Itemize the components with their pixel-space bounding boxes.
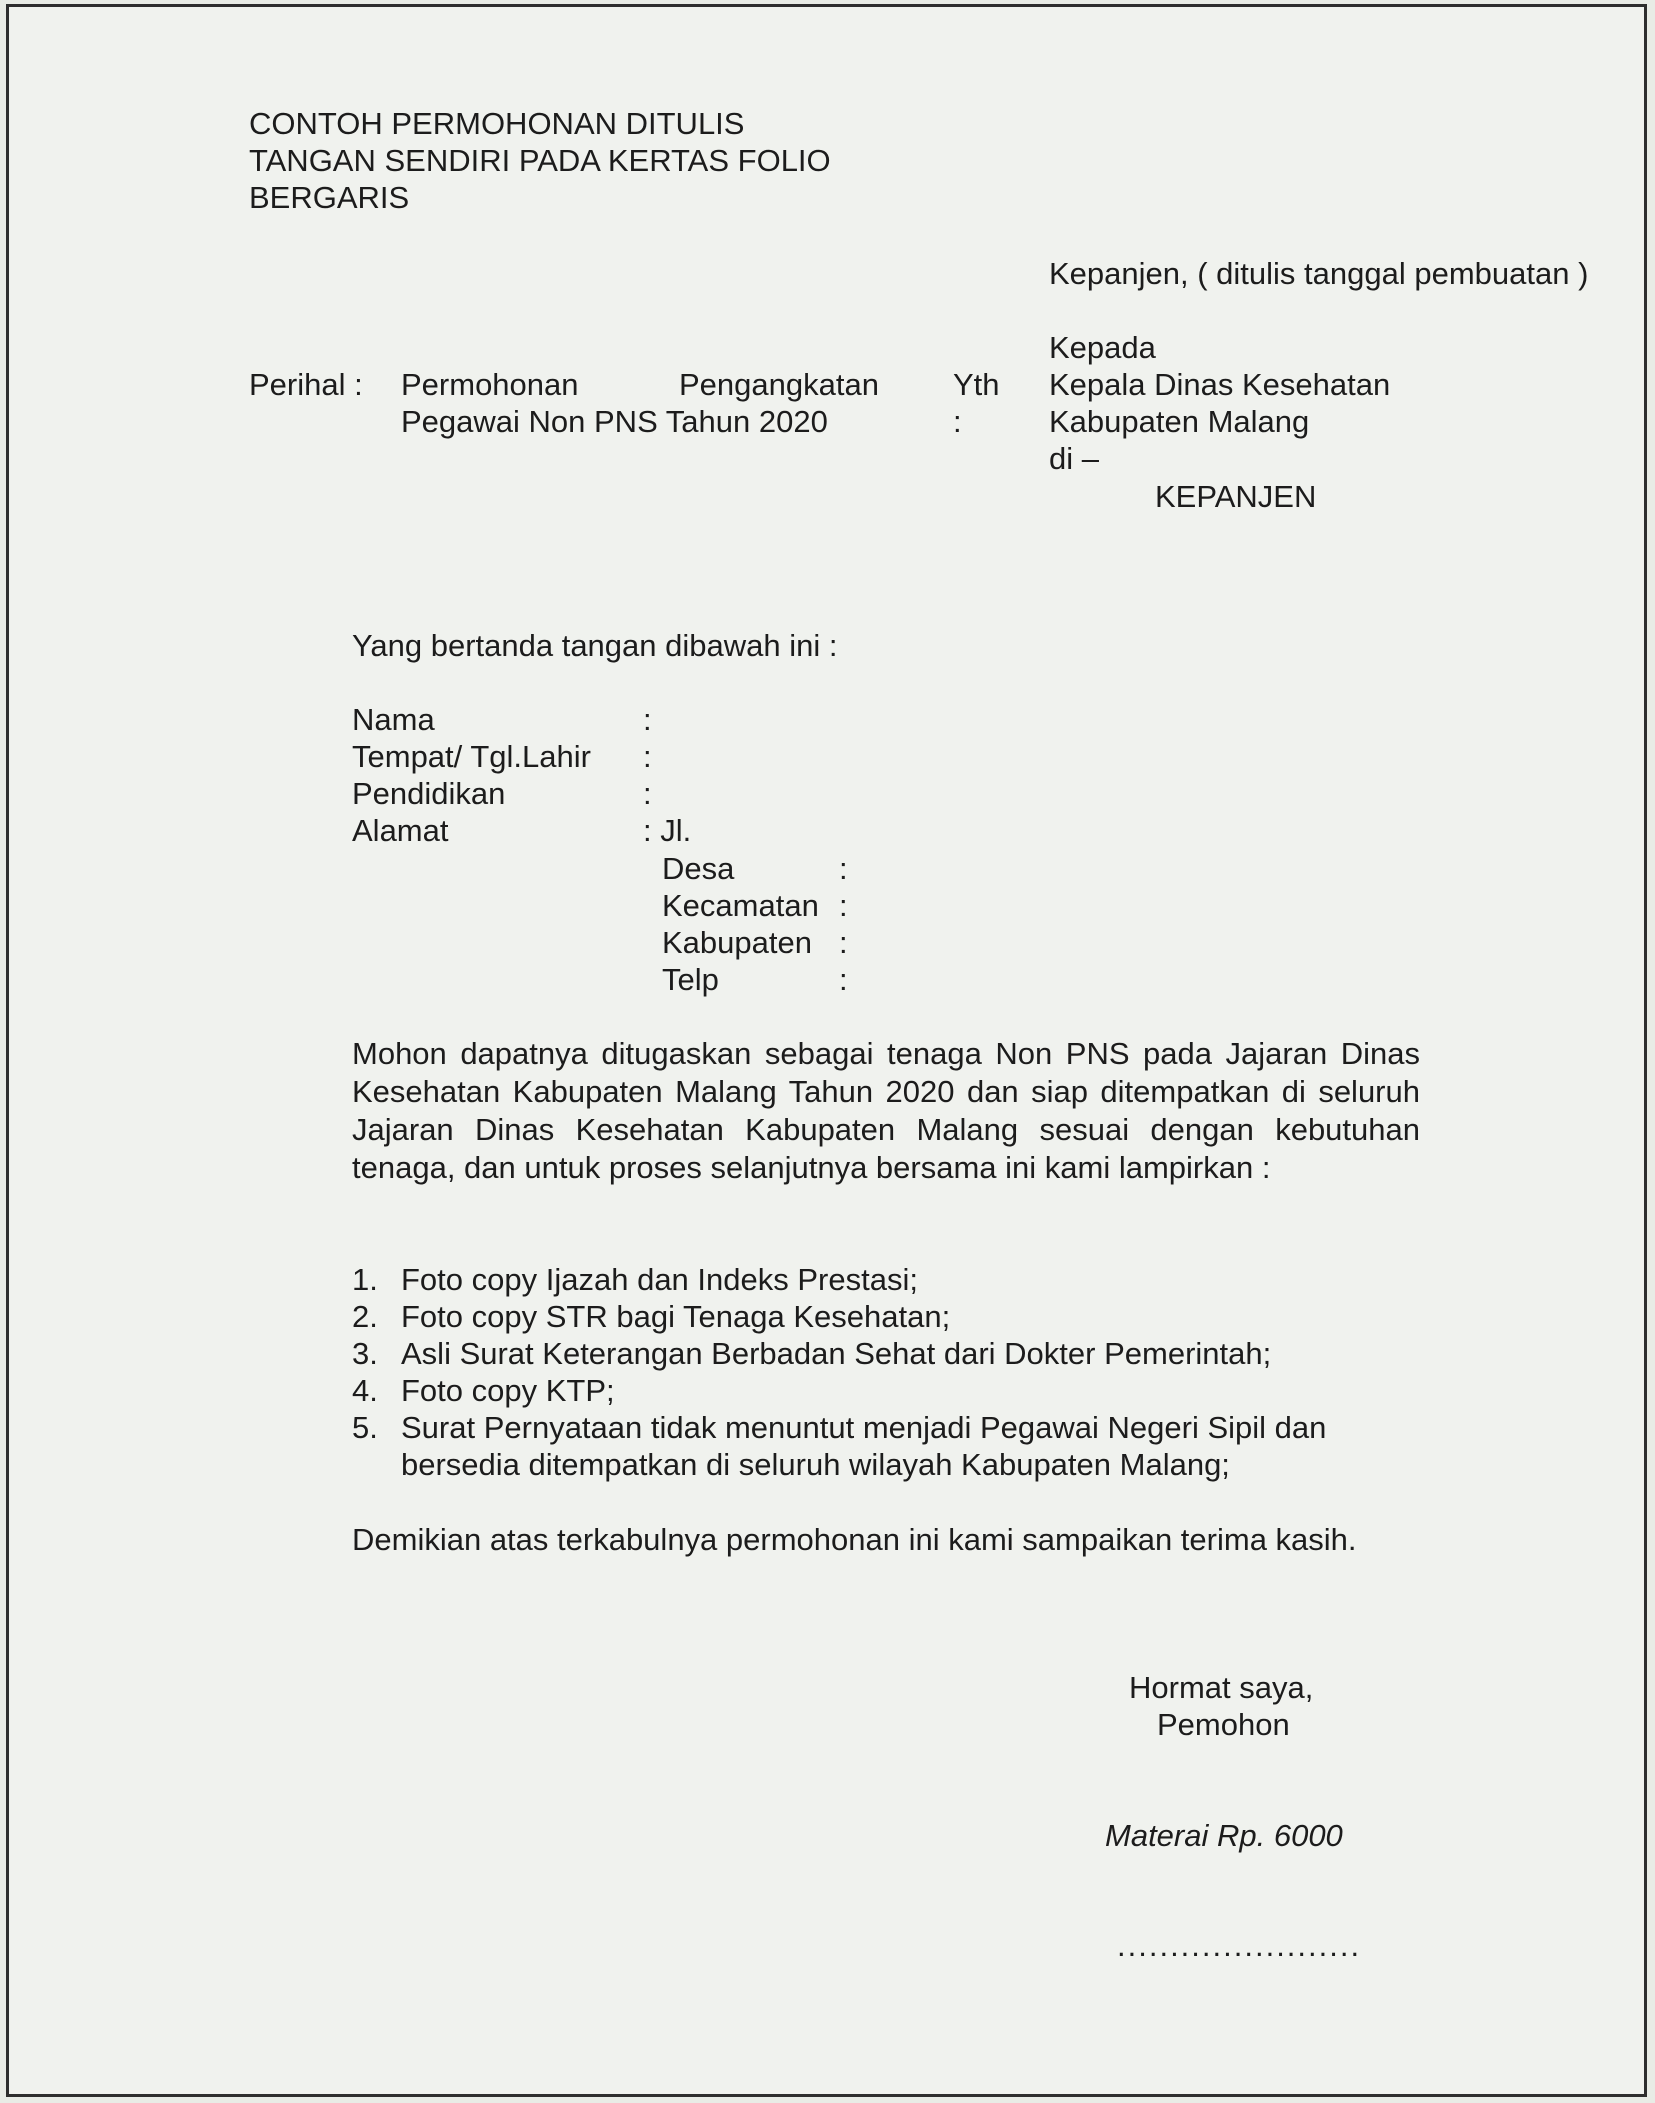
field-ttl-colon: : — [643, 739, 652, 774]
field-kecamatan-colon: : — [839, 888, 848, 923]
field-alamat-jl: : Jl. — [643, 813, 692, 848]
header-line-2: TANGAN SENDIRI PADA KERTAS FOLIO — [249, 143, 831, 178]
attachment-1-num: 1. — [352, 1262, 378, 1297]
field-desa-colon: : — [839, 851, 848, 886]
attachment-2-num: 2. — [352, 1299, 378, 1334]
attachment-1-text: Foto copy Ijazah dan Indeks Prestasi; — [401, 1262, 918, 1297]
signature-regards: Hormat saya, — [1129, 1670, 1314, 1705]
field-desa-label: Desa — [662, 851, 735, 886]
attachment-3-text: Asli Surat Keterangan Berbadan Sehat dari Dokter Pemerintah; — [401, 1336, 1272, 1371]
attachment-5-text: Surat Pernyataan tidak menuntut menjadi Pegawai Negeri Sipil dan — [401, 1410, 1327, 1445]
field-nama-colon: : — [643, 702, 652, 737]
field-kabupaten-label: Kabupaten — [662, 925, 812, 960]
field-kecamatan-label: Kecamatan — [662, 888, 819, 923]
attachment-3-num: 3. — [352, 1336, 378, 1371]
closing-text: Demikian atas terkabulnya permohonan ini kami sampaikan terima kasih. — [352, 1522, 1357, 1557]
field-nama-label: Nama — [352, 702, 435, 737]
field-pendidikan-colon: : — [643, 776, 652, 811]
field-kabupaten-colon: : — [839, 925, 848, 960]
yth-colon: : — [953, 404, 962, 439]
stamp-label: Materai Rp. 6000 — [1105, 1818, 1343, 1853]
field-pendidikan-label: Pendidikan — [352, 776, 506, 811]
body-paragraph: Mohon dapatnya ditugaskan sebagai tenaga Non PNS pada Jajaran Dinas Kesehatan Kabupaten Malang Tahun 2020 dan siap ditempatkan di seluruh Jajaran Dinas Kesehatan Kabupaten Malang sesuai dengan kebutuhan tenaga, dan untuk proses selanjutnya bersama ini kami lampirkan : — [352, 1036, 1420, 1185]
recipient-line-2: Kabupaten Malang — [1049, 404, 1310, 439]
signature-line: ....................... — [1117, 1928, 1362, 1963]
place-date: Kepanjen, ( ditulis tanggal pembuatan ) — [1049, 256, 1589, 291]
intro-text: Yang bertanda tangan dibawah ini : — [352, 628, 838, 663]
letter-page — [6, 4, 1647, 2097]
recipient-city: KEPANJEN — [1155, 479, 1317, 514]
attachment-5-num: 5. — [352, 1410, 378, 1445]
recipient-line-3: di – — [1049, 441, 1099, 476]
attachment-4-text: Foto copy KTP; — [401, 1373, 615, 1408]
recipient-kepada: Kepada — [1049, 330, 1156, 365]
subject-word-2: Pengangkatan — [679, 367, 879, 402]
field-ttl-label: Tempat/ Tgl.Lahir — [352, 739, 591, 774]
subject-word-1: Permohonan — [401, 367, 579, 402]
recipient-line-1: Kepala Dinas Kesehatan — [1049, 367, 1391, 402]
signature-role: Pemohon — [1157, 1707, 1290, 1742]
field-telp-colon: : — [839, 962, 848, 997]
attachment-2-text: Foto copy STR bagi Tenaga Kesehatan; — [401, 1299, 951, 1334]
field-alamat-label: Alamat — [352, 813, 449, 848]
field-telp-label: Telp — [662, 962, 719, 997]
header-line-3: BERGARIS — [249, 180, 410, 215]
attachment-5-text-cont: bersedia ditempatkan di seluruh wilayah Kabupaten Malang; — [401, 1447, 1230, 1482]
attachment-4-num: 4. — [352, 1373, 378, 1408]
yth-label: Yth — [953, 367, 1000, 402]
header-line-1: CONTOH PERMOHONAN DITULIS — [249, 106, 745, 141]
subject-label: Perihal : — [249, 367, 363, 402]
subject-line-2: Pegawai Non PNS Tahun 2020 — [401, 404, 828, 439]
